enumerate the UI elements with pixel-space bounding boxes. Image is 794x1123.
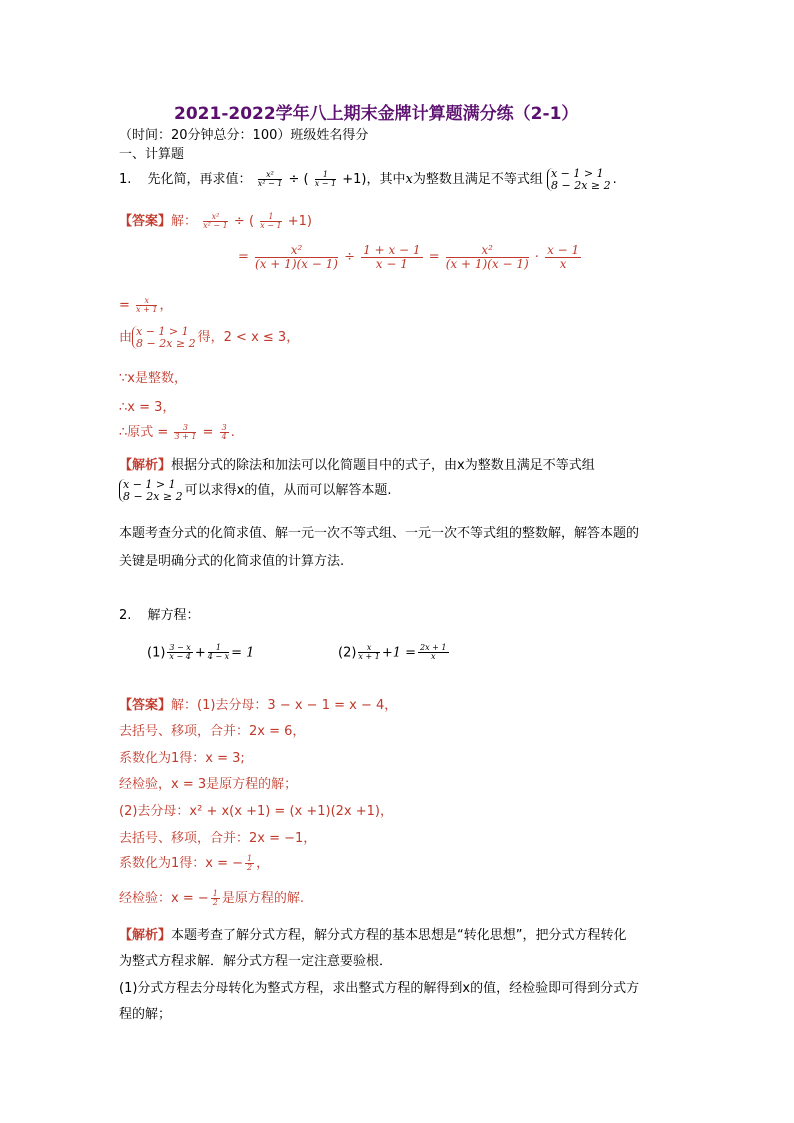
analysis-1-line-4: 关键是明确分式的化简求值的计算方法. xyxy=(119,554,345,569)
numerator: x² xyxy=(258,171,283,180)
denominator: x − 1 xyxy=(314,179,337,189)
fraction xyxy=(167,644,192,662)
question-number: 2. xyxy=(119,608,132,623)
inequality-system xyxy=(132,326,196,349)
inequality-system xyxy=(547,168,611,191)
analysis-1-line-1 xyxy=(119,454,595,473)
question-number: 1. xyxy=(119,172,132,188)
analysis-2-line-2: 为整式方程求解．解分式方程一定注意要验根． xyxy=(119,954,393,969)
denominator: 4 − x xyxy=(207,652,230,662)
analysis-1-line-2 xyxy=(119,479,391,502)
denominator: 2 xyxy=(247,863,253,872)
answer-text: 由 xyxy=(119,330,133,346)
denominator: x + 1 xyxy=(358,652,380,662)
question-2 xyxy=(119,604,200,623)
numerator: 1 xyxy=(315,171,336,180)
denominator: (x + 1)(x − 1) xyxy=(445,256,529,271)
denominator: x² − 1 xyxy=(203,221,228,230)
numerator: x² xyxy=(446,244,529,258)
answer-1-line-1 xyxy=(119,210,312,230)
inequality: x − 1 > 1 xyxy=(136,325,189,338)
answer-tag: 【答案】 xyxy=(119,698,172,713)
question-text: 为整数且满足不等式组 xyxy=(412,172,543,188)
operator: ÷ ( xyxy=(288,172,309,188)
punct: . xyxy=(612,172,617,188)
answer-text: 解：(1)去分母：3 − x − 1 = x − 4， xyxy=(171,698,398,713)
numerator: 1 + x − 1 xyxy=(363,243,421,257)
numerator: x² xyxy=(255,244,338,258)
analysis-text: 可以求得x的值，从而可以解答本题. xyxy=(184,483,392,499)
answer-1-line-2 xyxy=(238,244,583,270)
equation-2 xyxy=(338,644,451,662)
answer-2-line-8 xyxy=(119,887,304,907)
numerator: 3 − x xyxy=(169,643,191,652)
analysis-text: 本题考查了解分式方程，解分式方程的基本思想是“转化思想”，把分式方程转化 xyxy=(171,928,627,943)
punct: ， xyxy=(256,856,270,871)
section-heading: 一、计算题 xyxy=(119,147,185,162)
answer-text: 是原方程的解. xyxy=(221,891,304,906)
denominator: 4 xyxy=(221,432,227,441)
fraction xyxy=(255,244,338,270)
equation-label: (2) xyxy=(338,645,357,661)
inequality: x − 1 > 1 xyxy=(550,167,604,180)
numerator: 1 xyxy=(247,853,253,863)
punct: . xyxy=(230,425,235,440)
denominator: x² − 1 xyxy=(257,179,283,189)
operator: = xyxy=(238,249,249,265)
analysis-tag: 【解析】 xyxy=(119,458,172,473)
answer-2-line-1 xyxy=(119,694,397,713)
fraction xyxy=(260,213,281,231)
denominator: x − 1 xyxy=(375,256,408,271)
fraction xyxy=(245,855,254,873)
denominator: x − 4 xyxy=(169,652,191,662)
equation-rhs: = 1 xyxy=(231,645,255,661)
fraction xyxy=(545,244,581,270)
fraction xyxy=(446,244,529,270)
operator: + xyxy=(194,645,206,661)
numerator: 3 xyxy=(174,424,196,433)
analysis-2-line-4: 程的解； xyxy=(119,1007,172,1022)
answer-text: 解： xyxy=(171,214,198,229)
denominator: x − 1 xyxy=(260,221,282,230)
answer-text: 得，2 < x ≤ 3， xyxy=(197,330,300,346)
operator: ÷ xyxy=(344,249,355,265)
denominator: 3 + 1 xyxy=(174,432,197,441)
denominator: x + 1 xyxy=(136,305,158,314)
answer-text: 经检验：x = − xyxy=(119,891,209,906)
equation-label: (1) xyxy=(147,645,166,661)
numerator: 2x + 1 xyxy=(420,643,447,652)
fraction xyxy=(418,644,448,662)
denominator: x xyxy=(559,256,567,271)
denominator: 2 xyxy=(212,898,218,907)
question-text: +1)，其中 xyxy=(342,172,406,188)
operator: ÷ ( xyxy=(233,214,255,229)
operator: = xyxy=(119,298,130,313)
fraction xyxy=(220,424,229,442)
answer-text: 系数化为1得：x = − xyxy=(119,856,244,871)
question-1 xyxy=(119,168,617,191)
fraction xyxy=(208,644,229,662)
fraction xyxy=(203,213,228,231)
answer-2-line-7 xyxy=(119,852,269,872)
numerator: 1 xyxy=(208,644,229,653)
question-text: 先化简，再求值： xyxy=(147,172,252,188)
inequality: 8 − 2x ≥ 2 xyxy=(123,489,183,503)
fraction xyxy=(136,297,157,315)
numerator: x xyxy=(136,297,157,306)
fraction xyxy=(361,244,422,270)
fraction xyxy=(358,644,379,662)
denominator: x xyxy=(431,652,436,662)
inequality: 8 − 2x ≥ 2 xyxy=(136,336,196,350)
answer-1-line-5: ∵x是整数， xyxy=(119,371,187,386)
answer-1-line-3 xyxy=(119,294,172,314)
page-subtitle: （时间：20分钟总分：100）班级姓名得分 xyxy=(119,128,369,143)
variable: x xyxy=(405,172,413,188)
page-title: 2021-2022学年八上期末金牌计算题满分练（2-1） xyxy=(174,104,579,124)
numerator: x² xyxy=(203,213,228,222)
fraction xyxy=(211,890,220,908)
answer-1-line-4 xyxy=(119,326,299,349)
answer-text: +1) xyxy=(287,214,312,229)
question-text: 解方程： xyxy=(147,608,200,623)
analysis-1-line-3: 本题考查分式的化简求值、解一元一次不等式组、一元一次不等式组的整数解，解答本题的 xyxy=(119,526,640,541)
numerator: 1 xyxy=(260,213,281,222)
operator: = xyxy=(202,425,214,440)
fraction xyxy=(174,424,196,442)
analysis-tag: 【解析】 xyxy=(119,928,172,943)
numerator: 1 xyxy=(212,888,218,898)
numerator: x − 1 xyxy=(547,243,580,257)
operator: = xyxy=(428,249,440,265)
operator: · xyxy=(534,249,539,265)
analysis-text: 根据分式的除法和加法可以化简题目中的式子，由x为整数且满足不等式组 xyxy=(171,458,595,473)
numerator: x xyxy=(358,644,379,653)
analysis-2-line-3: (1)分式方程去分母转化为整式方程，求出整式方程的解得到x的值，经检验即可得到分式方 xyxy=(119,981,640,996)
equation-1 xyxy=(147,644,254,662)
answer-2-line-2: 去括号、移项，合并：2x = 6， xyxy=(119,724,306,739)
answer-2-line-5: (2)去分母：x² + x(x +1) = (x +1)(2x +1)， xyxy=(119,804,393,819)
answer-tag: 【答案】 xyxy=(119,214,172,229)
answer-1-line-6: ∴x = 3， xyxy=(119,400,176,415)
answer-1-line-7 xyxy=(119,421,235,441)
numerator: 3 xyxy=(221,422,227,432)
inequality: x − 1 > 1 xyxy=(123,478,176,491)
inequality-system xyxy=(119,479,183,502)
answer-2-line-3: 系数化为1得：x = 3; xyxy=(119,751,245,766)
answer-text: ∴原式 = xyxy=(119,425,169,440)
inequality: 8 − 2x ≥ 2 xyxy=(550,178,611,192)
fraction xyxy=(258,171,283,189)
answer-2-line-4: 经检验，x = 3是原方程的解； xyxy=(119,777,298,792)
operator: +1 = xyxy=(381,645,417,661)
analysis-2-line-1 xyxy=(119,924,627,943)
answer-2-line-6: 去括号、移项，合并：2x = −1， xyxy=(119,831,317,846)
fraction xyxy=(315,171,336,189)
denominator: (x + 1)(x − 1) xyxy=(255,256,338,271)
punct: ， xyxy=(159,298,173,313)
